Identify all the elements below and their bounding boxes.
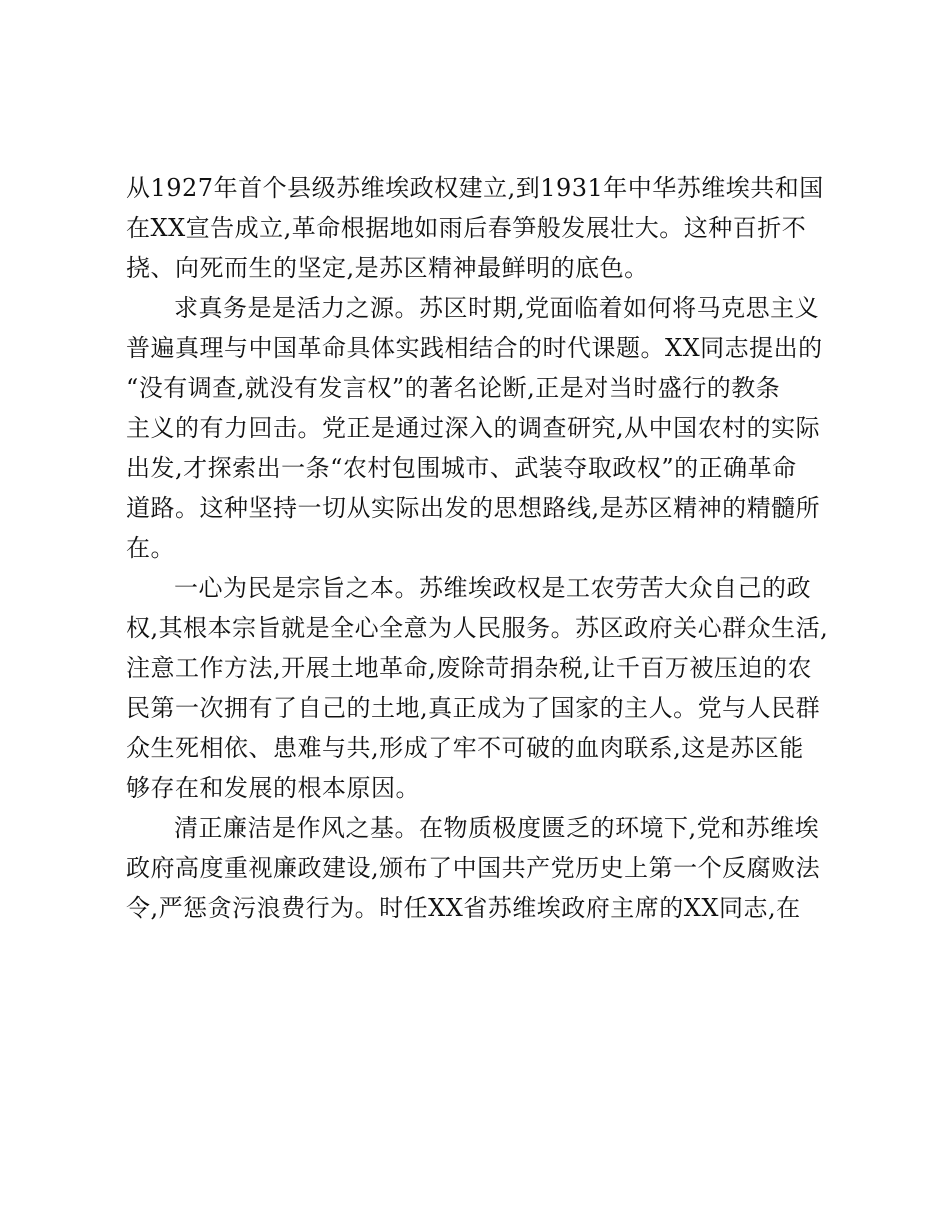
text-line: “没有调查,就没有发言权”的著名论断,正是对当时盛行的教条 [126, 374, 781, 402]
text-line: 令,严惩贪污浪费行为。时任XX省苏维埃政府主席的XX同志,在 [126, 894, 801, 922]
text-line: 权,其根本宗旨就是全心全意为人民服务。苏区政府关心群众生活, [126, 614, 829, 642]
text-line: 在XX宣告成立,革命根据地如雨后春笋般发展壮大。这种百折不 [126, 214, 807, 242]
text-line: 够存在和发展的根本原因。 [126, 774, 420, 802]
document-body [126, 168, 829, 928]
text-line: 挠、向死而生的坚定,是苏区精神最鲜明的底色。 [126, 254, 649, 282]
paragraph-first-line: 清正廉洁是作风之基。在物质极度匮乏的环境下,党和苏维埃 [174, 814, 820, 842]
paragraph-first-line: 求真务是是活力之源。苏区时期,党面临着如何将马克思主义 [174, 294, 820, 322]
text-line: 出发,才探索出一条“农村包围城市、武装夺取政权”的正确革命 [126, 454, 797, 482]
text-line: 主义的有力回击。党正是通过深入的调查研究,从中国农村的实际 [126, 414, 821, 442]
text-line: 从1927年首个县级苏维埃政权建立,到1931年中华苏维埃共和国 [126, 174, 824, 202]
text-line: 民第一次拥有了自己的土地,真正成为了国家的主人。党与人民群 [126, 694, 821, 722]
text-line: 注意工作方法,开展土地革命,废除苛捐杂税,让千百万被压迫的农 [126, 654, 812, 682]
text-line: 政府高度重视廉政建设,颁布了中国共产党历史上第一个反腐败法 [126, 854, 821, 882]
text-line: 道路。这种坚持一切从实际出发的思想路线,是苏区精神的精髓所 [126, 494, 821, 522]
text-line: 普遍真理与中国革命具体实践相结合的时代课题。XX同志提出的 [126, 334, 823, 362]
text-line: 在。 [126, 534, 175, 562]
text-line: 众生死相依、患难与共,形成了牢不可破的血肉联系,这是苏区能 [126, 734, 804, 762]
paragraph-first-line: 一心为民是宗旨之本。苏维埃政权是工农劳苦大众自己的政 [174, 574, 811, 602]
